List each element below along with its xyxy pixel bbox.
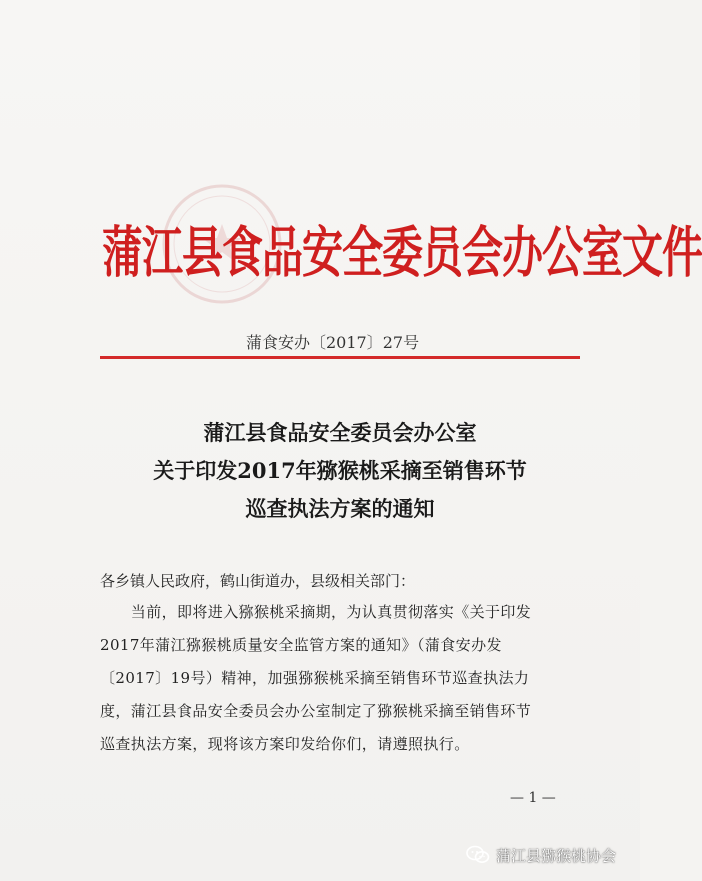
- notice-title-line: 巡查执法方案的通知: [245, 496, 435, 521]
- document-number: 蒲食安办〔2017〕27号: [246, 333, 420, 352]
- notice-title: [100, 414, 580, 528]
- body-line: 当前，即将进入猕猴桃采摘期，为认真贯彻落实《关于印发: [100, 603, 532, 621]
- watermark-text: 蒲江县猕猴桃协会: [496, 846, 617, 865]
- wechat-icon: [466, 845, 490, 865]
- salutation: 各乡镇人民政府，鹤山街道办，县级相关部门：: [100, 572, 416, 590]
- wechat-watermark: [466, 842, 636, 868]
- notice-title-line: 蒲江县食品安全委员会办公室: [203, 420, 477, 445]
- notice-title-line: 关于印发2017年猕猴桃采摘至销售环节: [153, 458, 527, 483]
- page-number: — 1 —: [510, 790, 556, 806]
- faint-bleedthrough-header: [200, 118, 520, 134]
- red-divider-line: [100, 356, 580, 359]
- body-line: 2017年蒲江猕猴桃质量安全监管方案的通知》（蒲食安办发: [100, 636, 502, 654]
- body-line: 度，蒲江县食品安全委员会办公室制定了猕猴桃采摘至销售环节: [100, 702, 532, 720]
- body-line: 〔2017〕19号）精神，加强猕猴桃采摘至销售环节巡查执法力: [100, 669, 530, 687]
- document-header-title: 蒲江县食品安全委员会办公室文件: [102, 220, 702, 285]
- body-line: 巡查执法方案，现将该方案印发给你们，请遵照执行。: [100, 735, 470, 753]
- body-paragraph: [100, 596, 580, 761]
